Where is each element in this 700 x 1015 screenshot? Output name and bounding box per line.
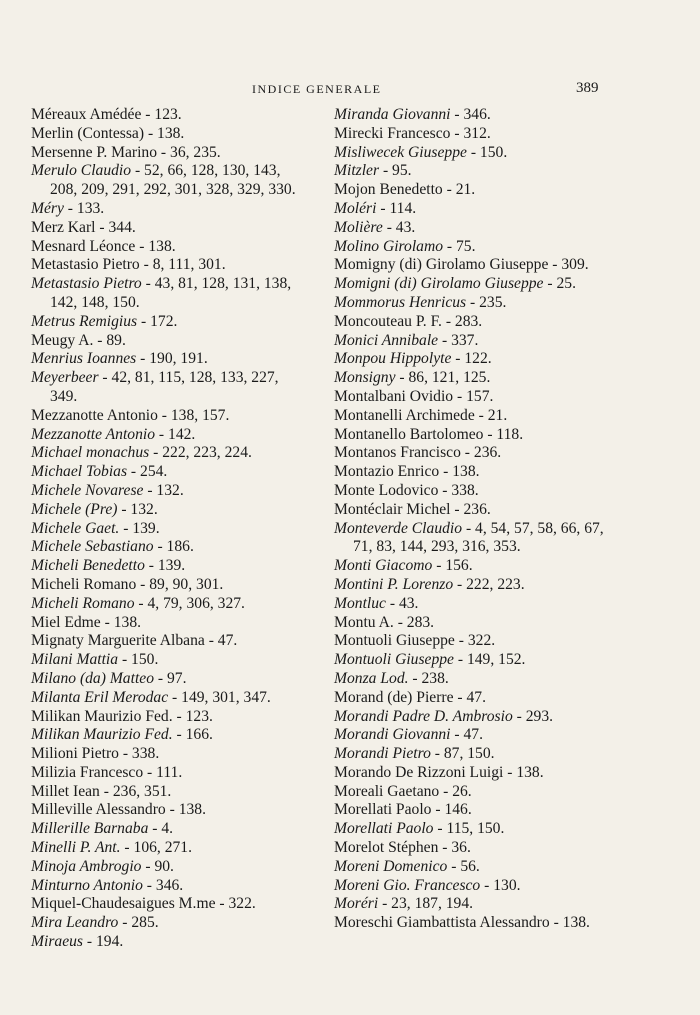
index-entry (334, 200, 604, 219)
entry-name: Meyerbeer (31, 369, 99, 387)
index-entry (31, 238, 301, 257)
entry-name: Moreni Domenico (334, 857, 448, 875)
entry-name: Montazio Enrico (334, 463, 440, 481)
entry-name: Moreschi Giambattista Alessandro (334, 914, 550, 932)
entry-name: Monza Lod. (334, 669, 409, 687)
entry-page-refs: - 115, 150. (433, 820, 505, 838)
index-entry (334, 444, 604, 463)
index-entry (31, 933, 301, 952)
index-entry (31, 275, 301, 313)
index-entry (31, 125, 301, 144)
index-entry (334, 877, 604, 896)
entry-page-refs: - 309. (548, 256, 589, 274)
entry-name: Morando De Rizzoni Luigi (334, 763, 504, 781)
index-entry (31, 708, 301, 727)
entry-page-refs: - 146. (431, 801, 472, 819)
index-entry (31, 895, 301, 914)
entry-name: Méry (31, 199, 64, 217)
index-entry (31, 313, 301, 332)
index-entry (334, 520, 604, 558)
index-entry (31, 689, 301, 708)
entry-name: Miraeus (31, 933, 83, 951)
entry-name: Montanello Bartolomeo (334, 425, 484, 443)
entry-name: Molino Girolamo (334, 237, 444, 255)
entry-page-refs: - 90. (141, 857, 174, 875)
entry-page-refs: - 25. (543, 275, 576, 293)
entry-name: Metastasio Pietro (31, 256, 140, 274)
index-entry (31, 162, 301, 200)
entry-name: Moléri (334, 199, 377, 217)
entry-name: Michael monachus (31, 444, 150, 462)
index-entry (31, 407, 301, 426)
entry-page-refs: - 142. (155, 425, 196, 443)
entry-page-refs: - 97. (154, 669, 187, 687)
index-entry (31, 350, 301, 369)
entry-page-refs: - 4. (148, 820, 174, 838)
entry-page-refs: - 123. (172, 707, 213, 725)
entry-name: Momigny (di) Girolamo Giuseppe (334, 256, 549, 274)
index-entry (31, 332, 301, 351)
entry-page-refs: - 322. (215, 895, 256, 913)
entry-name: Morellati Paolo (334, 801, 432, 819)
index-entry (334, 369, 604, 388)
index-entry (31, 839, 301, 858)
entry-name: Mira Leandro (31, 914, 119, 932)
entry-name: Milleville Alessandro (31, 801, 166, 819)
entry-name: Montéclair Michel (334, 500, 451, 518)
entry-page-refs: - 337. (438, 331, 479, 349)
entry-name: Moreali Gaetano (334, 782, 440, 800)
entry-page-refs: - 42, 81, 115, 128, 133, 227, 349. (50, 369, 279, 405)
entry-page-refs: - 132. (117, 500, 158, 518)
index-entry (31, 520, 301, 539)
entry-page-refs: - 47. (453, 688, 486, 706)
entry-name: Micheli Romano (31, 575, 137, 593)
entry-name: Mesnard Léonce (31, 237, 136, 255)
entry-name: Morand (de) Pierre (334, 688, 454, 706)
entry-name: Minturno Antonio (31, 876, 143, 894)
entry-name: Milizia Francesco (31, 763, 144, 781)
index-entry (334, 294, 604, 313)
entry-page-refs: - 43. (382, 218, 416, 236)
index-entry (334, 670, 604, 689)
index-entry (334, 332, 604, 351)
entry-page-refs: - 36. (438, 839, 471, 857)
entry-name: Morellati Paolo (334, 820, 434, 838)
entry-name: Monici Annibale (334, 331, 439, 349)
entry-name: Mignaty Marguerite Albana (31, 632, 205, 650)
index-entry (31, 369, 301, 407)
index-entry (31, 482, 301, 501)
entry-name: Milikan Maurizio Fed. (31, 707, 173, 725)
entry-name: Monsigny (334, 369, 396, 387)
entry-name: Milano (da) Matteo (31, 669, 154, 687)
index-entry (334, 181, 604, 200)
index-entry (334, 839, 604, 858)
entry-page-refs: - 138, 157. (157, 406, 230, 424)
entry-page-refs: - 138. (144, 124, 185, 142)
entry-page-refs: - 186. (153, 538, 194, 556)
entry-page-refs: - 86, 121, 125. (395, 369, 491, 387)
entry-page-refs: - 95. (379, 162, 412, 180)
index-entry (334, 238, 604, 257)
index-entry (334, 407, 604, 426)
index-entry (31, 858, 301, 877)
entry-page-refs: - 312. (450, 124, 491, 142)
index-entry (31, 670, 301, 689)
entry-name: Michele Gaet. (31, 519, 120, 537)
entry-name: Monte Lodovico (334, 481, 439, 499)
index-column-right (334, 106, 604, 933)
entry-name: Montanos Francisco (334, 444, 461, 462)
entry-page-refs: - 149, 301, 347. (168, 688, 271, 706)
index-entry (334, 313, 604, 332)
entry-name: Montuoli Giuseppe (334, 651, 454, 669)
entry-name: Montuoli Giuseppe (334, 632, 455, 650)
entry-page-refs: - 114. (376, 199, 417, 217)
index-entry (334, 651, 604, 670)
index-entry (334, 557, 604, 576)
index-entry (31, 106, 301, 125)
index-entry (334, 708, 604, 727)
entry-name: Morandi Pietro (334, 745, 431, 763)
index-entry (334, 106, 604, 125)
index-entry (334, 858, 604, 877)
running-title: INDICE GENERALE (252, 82, 382, 96)
entry-name: Mezzanotte Antonio (31, 425, 156, 443)
entry-name: Morelot Stéphen (334, 839, 439, 857)
index-entry (31, 783, 301, 802)
entry-page-refs: - 87, 150. (430, 745, 495, 763)
entry-page-refs: - 21. (442, 181, 476, 199)
entry-page-refs: - 150. (466, 143, 508, 161)
entry-name: Montalbani Ovidio (334, 387, 454, 405)
entry-page-refs: - 139. (144, 557, 186, 575)
entry-name: Minoja Ambrogio (31, 857, 142, 875)
entry-page-refs: - 236, 351. (99, 782, 172, 800)
entry-page-refs: - 283. (441, 312, 483, 330)
entry-name: Moreni Gio. Francesco (334, 876, 481, 894)
entry-page-refs: - 26. (439, 782, 472, 800)
entry-page-refs: - 133. (63, 199, 105, 217)
index-column-left (31, 106, 301, 952)
index-entry (334, 632, 604, 651)
entry-page-refs: - 194. (82, 933, 124, 951)
entry-page-refs: - 236. (460, 444, 502, 462)
entry-page-refs: - 132. (143, 481, 184, 499)
entry-page-refs: - 235. (466, 293, 507, 311)
index-entry (31, 764, 301, 783)
entry-name: Misliwecek Giuseppe (334, 143, 467, 161)
index-entry (31, 144, 301, 163)
entry-name: Michele Novarese (31, 481, 144, 499)
entry-name: Millet Iean (31, 782, 100, 800)
index-entry (334, 219, 604, 238)
entry-name: Menrius Ioannes (31, 350, 137, 368)
index-entry (31, 538, 301, 557)
entry-page-refs: - 322. (454, 632, 496, 650)
index-entry (334, 576, 604, 595)
index-entry (31, 557, 301, 576)
index-entry (334, 144, 604, 163)
index-entry (31, 745, 301, 764)
entry-page-refs: - 21. (474, 406, 508, 424)
index-entry (334, 820, 604, 839)
entry-name: Moncouteau P. F. (334, 312, 442, 330)
entry-page-refs: - 4, 54, 57, 58, 66, 67, 71, 83, 144, 293, 316, 353. (353, 519, 604, 556)
entry-page-refs: - 157. (453, 387, 494, 405)
index-entry (334, 463, 604, 482)
entry-page-refs: - 47. (450, 726, 483, 744)
index-entry (31, 820, 301, 839)
index-entry (334, 614, 604, 633)
entry-name: Metrus Remigius (31, 312, 138, 330)
index-entry (31, 632, 301, 651)
entry-page-refs: - 139. (119, 519, 160, 537)
entry-page-refs: - 285. (118, 914, 159, 932)
entry-page-refs: - 222, 223, 224. (149, 444, 252, 462)
entry-page-refs: - 149, 152. (453, 651, 526, 669)
index-entry (334, 125, 604, 144)
page-header (0, 80, 700, 100)
entry-page-refs: - 89. (93, 331, 126, 349)
entry-page-refs: - 138. (135, 237, 176, 255)
entry-name: Montini P. Lorenzo (334, 575, 454, 593)
entry-page-refs: - 138. (503, 763, 544, 781)
entry-name: Michael Tobias (31, 463, 128, 481)
index-entry (334, 501, 604, 520)
entry-page-refs: - 118. (483, 425, 524, 443)
entry-page-refs: - 338. (438, 481, 479, 499)
entry-name: Morandi Padre D. Ambrosio (334, 707, 513, 725)
index-entry (31, 595, 301, 614)
entry-name: Monpou Hippolyte (334, 350, 452, 368)
entry-page-refs: - 293. (512, 707, 554, 725)
index-entry (334, 914, 604, 933)
index-entry (334, 350, 604, 369)
entry-page-refs: - 75. (443, 237, 476, 255)
entry-name: Milikan Maurizio Fed. (31, 726, 173, 744)
entry-page-refs: - 56. (447, 857, 480, 875)
entry-name: Montluc (334, 594, 386, 612)
entry-name: Morandi Giovanni (334, 726, 451, 744)
entry-page-refs: - 238. (408, 669, 449, 687)
entry-name: Milanta Eril Merodac (31, 688, 169, 706)
entry-name: Merz Karl (31, 218, 96, 236)
entry-page-refs: - 111. (143, 763, 183, 781)
entry-page-refs: - 52, 66, 128, 130, 143, 208, 209, 291, 292, 301, 328, 329, 330. (50, 162, 296, 199)
entry-page-refs: - 254. (127, 463, 168, 481)
entry-page-refs: - 23, 187, 194. (378, 895, 474, 913)
index-entry (334, 764, 604, 783)
entry-page-refs: - 122. (451, 350, 492, 368)
entry-name: Michele Sebastiano (31, 538, 154, 556)
entry-name: Mersenne P. Marino (31, 143, 158, 161)
entry-name: Molière (334, 218, 383, 236)
index-entry (334, 388, 604, 407)
index-entry (334, 783, 604, 802)
index-entry (31, 426, 301, 445)
entry-page-refs: - 8, 111, 301. (139, 256, 226, 274)
entry-page-refs: - 89, 90, 301. (136, 575, 224, 593)
entry-name: Mommorus Henricus (334, 293, 467, 311)
index-entry (31, 914, 301, 933)
entry-page-refs: - 190, 191. (136, 350, 208, 368)
entry-page-refs: - 166. (172, 726, 213, 744)
index-entry (334, 895, 604, 914)
index-entry (31, 877, 301, 896)
index-entry (31, 501, 301, 520)
entry-name: Meugy A. (31, 331, 94, 349)
entry-name: Montu A. (334, 613, 394, 631)
index-entry (31, 614, 301, 633)
entry-page-refs: - 130. (480, 876, 521, 894)
entry-name: Millerille Barnaba (31, 820, 149, 838)
page-number: 389 (576, 80, 599, 96)
entry-name: Mirecki Francesco (334, 124, 451, 142)
entry-name: Minelli P. Ant. (31, 839, 121, 857)
entry-name: Miel Edme (31, 613, 101, 631)
entry-page-refs: - 138. (165, 801, 206, 819)
entry-name: Mitzler (334, 162, 380, 180)
entry-name: Merlin (Contessa) (31, 124, 145, 142)
entry-page-refs: - 283. (393, 613, 435, 631)
index-entry (31, 801, 301, 820)
entry-page-refs: - 344. (95, 218, 136, 236)
index-entry (334, 689, 604, 708)
entry-page-refs: - 346. (450, 106, 491, 123)
entry-name: Micheli Romano (31, 594, 135, 612)
entry-page-refs: - 338. (118, 745, 160, 763)
entry-name: Moréri (334, 895, 379, 913)
entry-name: Mojon Benedetto (334, 181, 443, 199)
index-entry (31, 444, 301, 463)
entry-name: Metastasio Pietro (31, 275, 142, 293)
entry-page-refs: - 346. (142, 876, 184, 894)
index-entry (31, 200, 301, 219)
entry-name: Milani Mattia (31, 651, 119, 669)
index-entry (334, 162, 604, 181)
index-entry (31, 576, 301, 595)
index-entry (31, 463, 301, 482)
entry-name: Momigni (di) Girolamo Giuseppe (334, 275, 544, 293)
entry-name: Monti Giacomo (334, 557, 433, 575)
entry-name: Mezzanotte Antonio (31, 406, 158, 424)
entry-name: Montanelli Archimede (334, 406, 475, 424)
entry-page-refs: - 47. (204, 632, 238, 650)
index-entry (31, 651, 301, 670)
index-entry (31, 726, 301, 745)
entry-page-refs: - 138. (549, 914, 590, 932)
index-entry (334, 801, 604, 820)
entry-page-refs: - 156. (432, 557, 473, 575)
entry-page-refs: - 106, 271. (120, 839, 192, 857)
entry-page-refs: - 138. (439, 463, 480, 481)
index-entry (334, 256, 604, 275)
entry-page-refs: - 222, 223. (453, 575, 525, 593)
entry-page-refs: - 236. (450, 500, 491, 518)
entry-name: Milioni Pietro (31, 745, 119, 763)
index-entry (334, 595, 604, 614)
entry-name: Miranda Giovanni (334, 106, 451, 123)
entry-page-refs: - 4, 79, 306, 327. (134, 594, 245, 612)
index-entry (334, 745, 604, 764)
entry-page-refs: - 43. (385, 594, 419, 612)
entry-page-refs: - 43, 81, 128, 131, 138, 142, 148, 150. (50, 275, 292, 311)
entry-page-refs: - 172. (137, 312, 178, 330)
entry-page-refs: - 150. (118, 651, 159, 669)
entry-name: Michele (Pre) (31, 500, 118, 518)
entry-name: Monteverde Claudio (334, 519, 463, 537)
entry-page-refs: - 123. (141, 106, 182, 123)
entry-name: Micheli Benedetto (31, 557, 145, 575)
index-entry (31, 256, 301, 275)
entry-page-refs: - 36, 235. (157, 143, 221, 161)
entry-name: Miquel-Chaudesaigues M.me (31, 895, 216, 913)
index-entry (334, 426, 604, 445)
entry-name: Méreaux Amédée (31, 106, 142, 123)
index-entry (334, 726, 604, 745)
index-entry (334, 482, 604, 501)
index-entry (334, 275, 604, 294)
index-entry (31, 219, 301, 238)
entry-name: Merulo Claudio (31, 162, 132, 180)
entry-page-refs: - 138. (100, 613, 142, 631)
